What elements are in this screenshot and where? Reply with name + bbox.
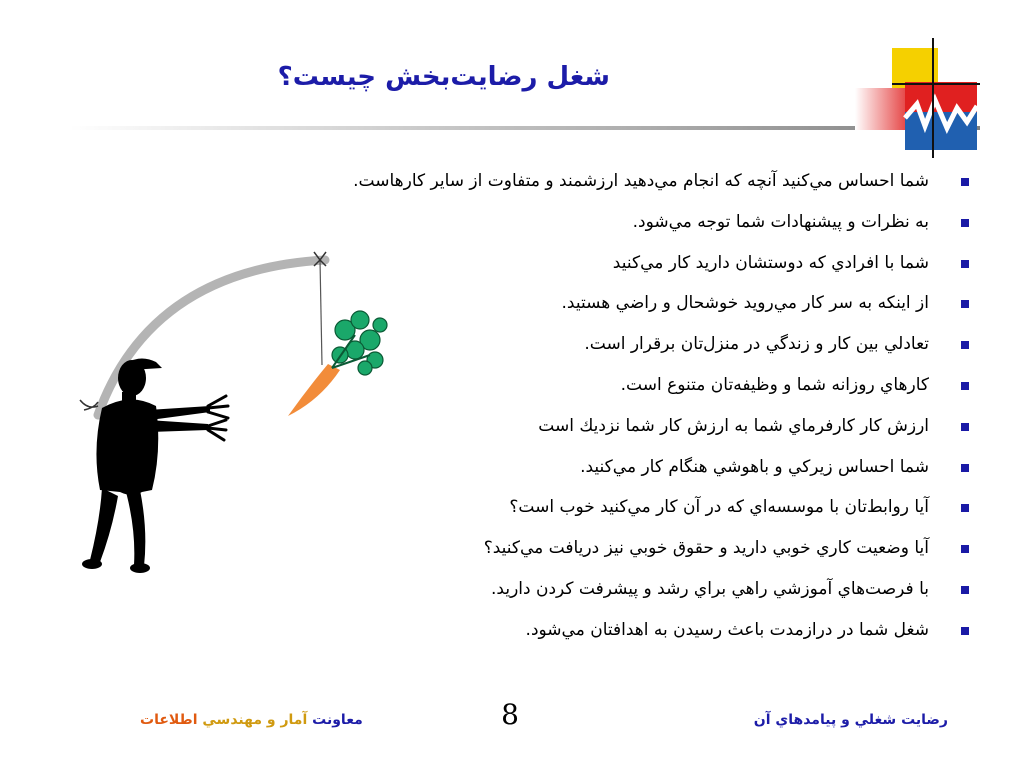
bullet-square-icon	[961, 341, 969, 349]
bullet-square-icon	[961, 178, 969, 186]
footer-org-part2: آمار و مهندسي	[202, 712, 308, 728]
bullet-square-icon	[961, 464, 969, 472]
footer-topic: رضايت شغلي و پيامدهاي آن	[753, 712, 948, 728]
list-item: از اينكه به سر كار مي‌رويد خوشحال و راضي هستيد.	[289, 285, 929, 326]
bullet-square-icon	[961, 219, 969, 227]
page-number: 8	[501, 698, 519, 731]
bullet-square-icon	[961, 586, 969, 594]
list-item: ارزش كار كارفرماي شما به ارزش كار شما نزديك است	[289, 408, 929, 449]
slide-title: شغل رضايت‌بخش چيست؟	[277, 62, 610, 92]
list-item: شما احساس مي‌كنيد آنچه كه انجام مي‌دهيد ارزشمند و متفاوت از ساير كارهاست.	[289, 163, 929, 204]
list-item: شما با افرادي كه دوستشان داريد كار مي‌كنيد	[289, 245, 929, 286]
list-item: با فرصت‌هاي آموزشي راهي براي رشد و پيشرفت كردن داريد.	[289, 571, 929, 612]
list-item: آيا روابط‌تان با موسسه‌اي كه در آن كار مي‌كنيد خوب است؟	[289, 489, 929, 530]
list-item: شما احساس زيركي و باهوشي هنگام كار مي‌كنيد.	[289, 449, 929, 490]
title-divider	[70, 126, 980, 130]
company-logo-icon	[855, 38, 980, 158]
bullet-square-icon	[961, 627, 969, 635]
bullet-square-icon	[961, 260, 969, 268]
list-item: تعادلي بين كار و زندگي در منزل‌تان برقرار است.	[289, 326, 929, 367]
list-item: آيا وضعيت كاري خوبي داريد و حقوق خوبي نيز دريافت مي‌كنيد؟	[289, 530, 929, 571]
list-item: كارهاي روزانه شما و وظيفه‌تان متنوع است.	[289, 367, 929, 408]
bullet-square-icon	[961, 545, 969, 553]
bullet-square-icon	[961, 382, 969, 390]
footer-org-part3: اطلاعات	[140, 712, 198, 728]
bullet-square-icon	[961, 504, 969, 512]
footer-organization	[140, 712, 363, 728]
man-chasing-carrot-illustration-icon	[70, 240, 410, 580]
bullet-square-icon	[961, 300, 969, 308]
bullet-square-icon	[961, 423, 969, 431]
footer-org-part1: معاونت	[312, 712, 363, 728]
list-item: شغل شما در درازمدت باعث رسيدن به اهدافتان مي‌شود.	[289, 612, 929, 653]
list-item: به نظرات و پيشنهادات شما توجه مي‌شود.	[289, 204, 929, 245]
